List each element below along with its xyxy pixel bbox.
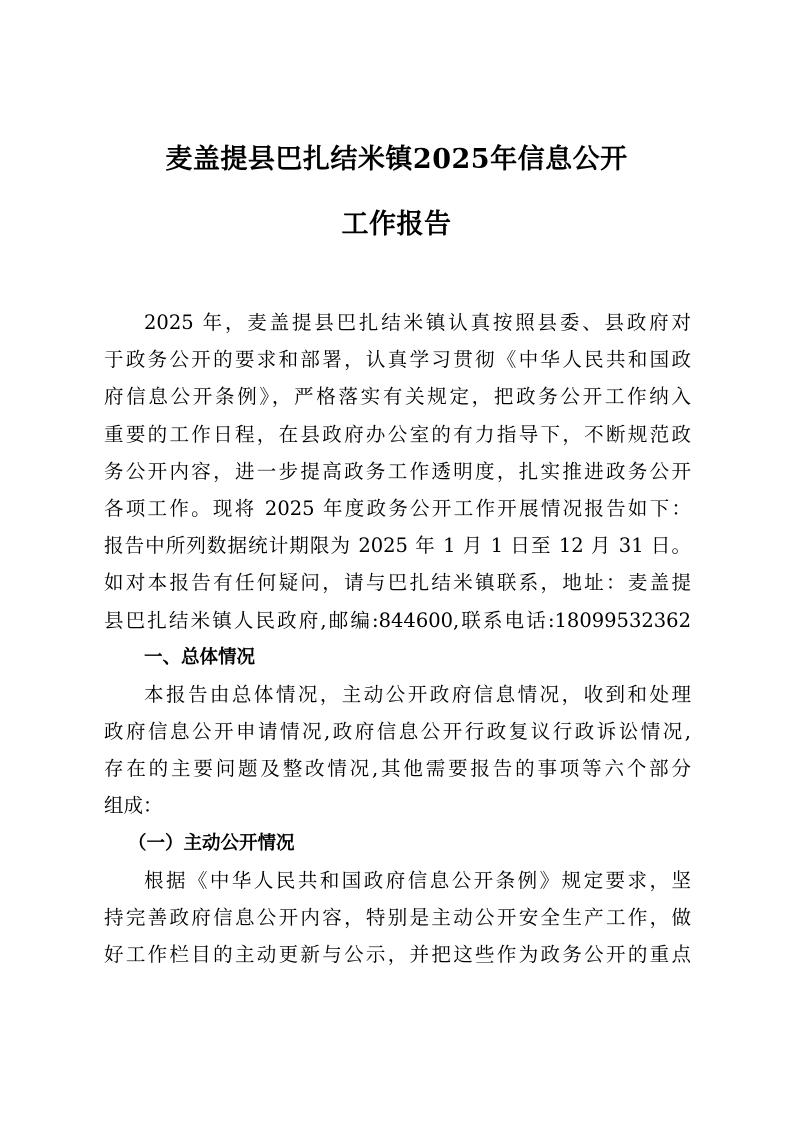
subsection-line: 根据《中华人民共和国政府信息公开条例》规定要求，坚 [144,868,691,892]
intro-line: 各项工作。现将 2025 年度政务公开工作开展情况报告如下： [104,496,691,520]
intro-line: 务公开内容，进一步提高政务工作透明度，扎实推进政务公开 [104,459,691,483]
intro-line: 报告中所列数据统计期限为 2025 年 1 月 1 日至 12 月 31 日。 [104,534,691,558]
section-line: 存在的主要问题及整改情况,其他需要报告的事项等六个部分 [104,757,691,781]
section-line: 组成： [104,794,163,818]
document-body [104,304,691,973]
intro-line: 如对本报告有任何疑问，请与巴扎结米镇联系，地址：麦盖提 [104,571,691,595]
section-line: 政府信息公开申请情况,政府信息公开行政复议行政诉讼情况, [104,720,691,744]
intro-line: 府信息公开条例》，严格落实有关规定，把政务公开工作纳入 [104,385,691,409]
document-title-line-1: 麦盖提县巴扎结米镇2025年信息公开 [165,144,628,175]
intro-line: 于政务公开的要求和部署，认真学习贯彻《中华人民共和国政 [104,348,691,372]
intro-line-contact: 县巴扎结米镇人民政府,邮编:844600,联系电话:18099532362 [104,608,691,632]
section-heading-overview: 一、总体情况 [144,646,256,668]
subsection-line: 好工作栏目的主动更新与公示，并把这些作为政务公开的重点 [104,943,691,967]
document-title-line-2: 工作报告 [341,209,452,240]
intro-line: 重要的工作日程，在县政府办公室的有力指导下，不断规范政 [104,422,691,446]
section-line: 本报告由总体情况，主动公开政府信息情况，收到和处理 [144,682,691,706]
subsection-line: 持完善政府信息公开内容，特别是主动公开安全生产工作，做 [104,906,691,929]
subsection-heading-active-disclosure: （一）主动公开情况 [128,832,295,854]
intro-line: 2025 年，麦盖提县巴扎结米镇认真按照县委、县政府对 [144,311,691,334]
